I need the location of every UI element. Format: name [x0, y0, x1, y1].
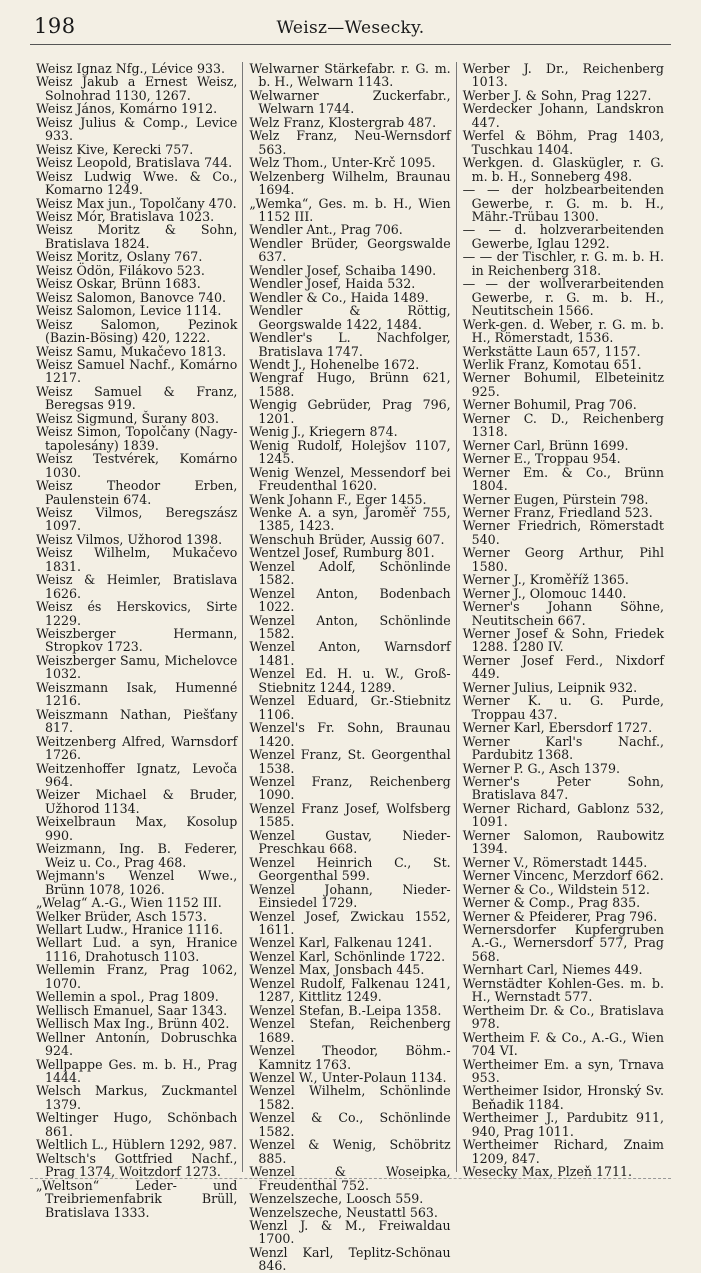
- directory-entry: Wertheim Dr. & Co., Bratislava 978.: [462, 1002, 664, 1032]
- directory-entry: Werner Josef Ferd., Nixdorf 449.: [462, 652, 664, 682]
- directory-entry: Werner Julius, Leipnik 932.: [462, 679, 638, 695]
- directory-entry: Weisz Sigmund, Šurany 803.: [36, 410, 219, 426]
- directory-entry: Werner Karl, Ebersdorf 1727.: [462, 720, 653, 736]
- directory-entry: Weisz Theodor Erben, Paulenstein 674.: [36, 478, 238, 507]
- directory-entry: Werlik Franz, Komotau 651.: [462, 356, 642, 372]
- directory-entry: Weisz Salomon, Levice 1114.: [36, 303, 222, 319]
- directory-entry: Wejmann's Wenzel Wwe., Brünn 1078, 1026.: [36, 868, 238, 897]
- directory-entry: Wenzel Franz Josef, Wolfsberg 1585.: [249, 800, 451, 830]
- directory-entry: Welsch Markus, Zuckmantel 1379.: [36, 1083, 238, 1112]
- directory-entry: Weisz Jakub a Ernest Weisz, Solnohrad 1130, 1267.: [36, 74, 238, 103]
- directory-entry: Welwarner Stärkefabr. r. G. m. b. H., Welwarn 1143.: [249, 61, 451, 90]
- directory-columns: [33, 61, 669, 1273]
- directory-entry: Wenschuh Brüder, Aussig 607.: [249, 531, 445, 547]
- directory-entry: Wernhart Carl, Niemes 449.: [462, 962, 643, 978]
- directory-entry: Weltlich L., Hüblern 1292, 987.: [36, 1137, 237, 1153]
- directory-entry: Werber J. Dr., Reichenberg 1013.: [462, 61, 664, 90]
- directory-entry: Wenzel Johann, Nieder-Einsiedel 1729.: [249, 881, 451, 911]
- directory-entry: Werdecker Johann, Landskron 447.: [462, 101, 664, 130]
- directory-entry: Wendler & Röttig, Georgswalde 1422, 1484.: [249, 303, 451, 332]
- directory-entry: Wenke A. a syn, Jaroměř 755, 1385, 1423.: [249, 504, 451, 534]
- directory-entry: Weisz és Herskovics, Sirte 1229.: [36, 599, 238, 628]
- directory-entry: Welz Franz, Neu-Wernsdorf 563.: [249, 128, 451, 157]
- directory-entry: „Weltson“ Leder- und Treibriemenfabrik Brüll, Bratislava 1333.: [36, 1177, 238, 1220]
- directory-entry: Wendler Ant., Prag 706.: [249, 222, 403, 238]
- directory-entry: Wenzel & Co., Schönlinde 1582.: [249, 1110, 451, 1139]
- directory-entry: Welzenberg Wilhelm, Braunau 1694.: [249, 168, 451, 198]
- directory-entry: Weitzenhoffer Ignatz, Levoča 964.: [36, 760, 238, 790]
- directory-entry: Wentzel Josef, Rumburg 801.: [249, 545, 435, 561]
- directory-entry: Werner J., Olomouc 1440.: [462, 585, 627, 601]
- directory-entry: Weisz Max jun., Topolčany 470.: [36, 195, 237, 211]
- directory-entry: Weisz Testvérek, Komárno 1030.: [36, 451, 238, 480]
- directory-entry: Wenzel's Fr. Sohn, Braunau 1420.: [249, 720, 451, 749]
- directory-entry: Wendler Josef, Haida 532.: [249, 276, 416, 292]
- directory-entry: Wenzelszeche, Loosch 559.: [249, 1191, 424, 1207]
- directory-entry: Wendler & Co., Haida 1489.: [249, 289, 429, 305]
- directory-entry: Wenzel Max, Jonsbach 445.: [249, 962, 425, 978]
- directory-entry: Weisz Moritz, Oslany 767.: [36, 249, 203, 265]
- directory-entry: Wenzel Karl, Falkenau 1241.: [249, 935, 433, 951]
- directory-entry: Wenk Johann F., Eger 1455.: [249, 491, 427, 507]
- directory-entry: Weisz & Heimler, Bratislava 1626.: [36, 572, 238, 601]
- directory-entry: Wellner Antonín, Dobruschka 924.: [36, 1029, 238, 1059]
- directory-entry: Weisz Samuel & Franz, Beregsas 919.: [36, 383, 238, 413]
- directory-entry: Wenzel Anton, Bodenbach 1022.: [249, 585, 451, 615]
- directory-entry: Weisz Vilmos, Užhorod 1398.: [36, 531, 223, 547]
- directory-entry: Werner & Comp., Prag 835.: [462, 895, 641, 911]
- directory-entry: Wertheim F. & Co., A.-G., Wien 704 VI.: [462, 1029, 664, 1059]
- directory-entry: Weisz Simon, Topolčany (Nagy-tapolesány) 1839.: [36, 424, 238, 453]
- directory-entry: Wendler Brüder, Georgswalde 637.: [249, 235, 451, 265]
- directory-entry: Weisz Mór, Bratislava 1023.: [36, 208, 215, 224]
- directory-entry: Wellisch Max Ing., Brünn 402.: [36, 1016, 230, 1032]
- directory-entry: Welz Thom., Unter-Krč 1095.: [249, 155, 436, 171]
- directory-entry: Weisz Ödön, Filákovo 523.: [36, 262, 205, 278]
- directory-entry: Weiszmann Isak, Humenné 1216.: [36, 679, 238, 709]
- directory-entry: Welker Brüder, Asch 1573.: [36, 908, 207, 924]
- column-right: [456, 61, 669, 1180]
- directory-entry: Wenzel & Wenig, Schöbritz 885.: [249, 1137, 451, 1166]
- directory-entry: Wenzel Gustav, Nieder-Preschkau 668.: [249, 827, 451, 857]
- directory-entry: Wendler's L. Nachfolger, Bratislava 1747.: [249, 330, 451, 359]
- directory-entry: Wenzel Stefan, Reichenberg 1689.: [249, 1016, 451, 1045]
- running-title: Weisz—Wesecky.: [276, 18, 425, 38]
- directory-entry: Werner Vincenc, Merzdorf 662.: [462, 868, 664, 884]
- directory-entry: Werner Bohumil, Prag 706.: [462, 397, 637, 413]
- directory-entry: Werkgen. d. Glaskügler, r. G. m. b. H., Sonneberg 498.: [462, 155, 664, 184]
- directory-entry: Wellart Lud. a syn, Hranice 1116, Drahotusch 1103.: [36, 935, 238, 964]
- directory-entry: Wenzel Franz, St. Georgenthal 1538.: [249, 747, 451, 776]
- directory-entry: Wenzel Rudolf, Falkenau 1241, 1287, Kittlitz 1249.: [249, 975, 451, 1005]
- directory-entry: Wenzel Wilhelm, Schönlinde 1582.: [249, 1083, 451, 1112]
- directory-entry: Wenzel Adolf, Schönlinde 1582.: [249, 558, 451, 588]
- directory-entry: Wenig Rudolf, Holejšov 1107, 1245.: [249, 437, 451, 467]
- directory-entry: Wenzel W., Unter-Polaun 1134.: [249, 1069, 447, 1085]
- directory-entry: — — der wollverarbeitenden Gewerbe, r. G. m. b. H., Neutitschein 1566.: [462, 276, 664, 319]
- directory-entry: Weisz Salomon, Banovce 740.: [36, 289, 227, 305]
- directory-entry: Werner V., Römerstadt 1445.: [462, 854, 648, 870]
- directory-entry: Weltsch's Gottfried Nachf., Prag 1374, Woitzdorf 1273.: [36, 1150, 238, 1180]
- directory-entry: Wenzel Ed. H. u. W., Groß-Stiebnitz 1244, 1289.: [249, 666, 451, 695]
- directory-entry: Werner C. D., Reichenberg 1318.: [462, 410, 664, 440]
- directory-entry: Wenzelszeche, Neustattl 563.: [249, 1204, 438, 1220]
- directory-entry: Weisz Ignaz Nfg., Lévice 933.: [36, 61, 226, 76]
- directory-entry: Wenzel & Woseipka, Freudenthal 752.: [249, 1164, 451, 1193]
- directory-entry: Wenzel Stefan, B.-Leipa 1358.: [249, 1002, 442, 1018]
- directory-entry: Wengig Gebrüder, Prag 796, 1201.: [249, 397, 451, 426]
- directory-entry: Weisz Julius & Comp., Levice 933.: [36, 114, 238, 144]
- directory-entry: Werner Karl's Nachf., Pardubitz 1368.: [462, 733, 664, 763]
- directory-entry: Weisz Samu, Mukačevo 1813.: [36, 343, 227, 359]
- directory-entry: Wenzel Heinrich C., St. Georgenthal 599.: [249, 854, 451, 884]
- directory-entry: Werner Friedrich, Römerstadt 540.: [462, 518, 664, 547]
- directory-entry: Weiszberger Hermann, Stropkov 1723.: [36, 626, 238, 655]
- directory-entry: Weizer Michael & Bruder, Užhorod 1134.: [36, 787, 238, 816]
- directory-entry: „Welag“ A.-G., Wien 1152 III.: [36, 895, 222, 911]
- directory-entry: — — d. holzverarbeitenden Gewerbe, Iglau 1292.: [462, 222, 664, 251]
- directory-entry: Werner Josef & Sohn, Friedek 1288. 1280 IV.: [462, 626, 664, 655]
- directory-entry: Wellpappe Ges. m. b. H., Prag 1444.: [36, 1056, 238, 1085]
- directory-entry: Wellisch Emanuel, Saar 1343.: [36, 1002, 228, 1018]
- directory-entry: Werk-gen. d. Weber, r. G. m. b. H., Römerstadt, 1536.: [462, 316, 664, 346]
- directory-entry: Weisz Salomon, Pezinok (Bazin-Bösing) 420, 1222.: [36, 316, 238, 346]
- directory-entry: Welz Franz, Klostergrab 487.: [249, 114, 437, 130]
- directory-entry: Weiszberger Samu, Michelovce 1032.: [36, 652, 238, 682]
- directory-entry: Weisz Oskar, Brünn 1683.: [36, 276, 201, 292]
- directory-entry: Werner J., Kroměříž 1365.: [462, 572, 629, 588]
- directory-entry: Weisz Samuel Nachf., Komárno 1217.: [36, 356, 238, 386]
- directory-entry: Wernersdorfer Kupfergruben A.-G., Wernersdorf 577, Prag 568.: [462, 922, 664, 964]
- directory-entry: Werner E., Troppau 954.: [462, 451, 621, 467]
- column-middle: [242, 61, 455, 1273]
- directory-entry: Werber J. & Sohn, Prag 1227.: [462, 87, 652, 103]
- page-number: 198: [34, 14, 76, 38]
- directory-entry: Werner & Co., Wildstein 512.: [462, 881, 650, 897]
- directory-entry: Wendt J., Hohenelbe 1672.: [249, 356, 420, 372]
- directory-entry: Wesecky Max, Plzeň 1711.: [462, 1164, 633, 1180]
- directory-entry: — — der holzbearbeitenden Gewerbe, r. G. m. b. H., Mähr.-Trübau 1300.: [462, 182, 664, 224]
- page-header: [30, 12, 671, 45]
- directory-entry: Wenzel Anton, Schönlinde 1582.: [249, 612, 451, 642]
- directory-entry: Wellart Ludw., Hranice 1116.: [36, 922, 224, 937]
- directory-entry: Weisz János, Komárno 1912.: [36, 101, 218, 117]
- directory-entry: Werner Georg Arthur, Pihl 1580.: [462, 545, 664, 574]
- directory-entry: Wenzel Theodor, Böhm.-Kamnitz 1763.: [249, 1043, 451, 1072]
- directory-entry: Wertheimer Richard, Znaim 1209, 847.: [462, 1137, 664, 1166]
- directory-entry: Wenzel Eduard, Gr.-Stiebnitz 1106.: [249, 693, 451, 722]
- directory-entry: Werner Carl, Brünn 1699.: [462, 437, 629, 453]
- bottom-rule: [30, 1178, 671, 1179]
- directory-entry: Werner P. G., Asch 1379.: [462, 760, 620, 776]
- directory-entry: Werner's Peter Sohn, Bratislava 847.: [462, 774, 664, 803]
- directory-entry: Weisz Leopold, Bratislava 744.: [36, 155, 233, 171]
- directory-entry: Weixelbraun Max, Kosolup 990.: [36, 814, 238, 843]
- directory-entry: Weisz Vilmos, Beregszász 1097.: [36, 504, 238, 534]
- directory-entry: Wertheimer J., Pardubitz 911, 940, Prag 1011.: [462, 1110, 664, 1139]
- directory-entry: Weizmann, Ing. B. Federer, Weiz u. Co., Prag 468.: [36, 841, 238, 870]
- directory-entry: Wendler Josef, Schaiba 1490.: [249, 262, 437, 278]
- directory-entry: Wenig Wenzel, Messendorf bei Freudenthal 1620.: [249, 464, 451, 494]
- directory-entry: Welwarner Zuckerfabr., Welwarn 1744.: [249, 87, 451, 117]
- directory-entry: Wenzl J. & M., Freiwaldau 1700.: [249, 1217, 451, 1247]
- directory-entry: Weitzenberg Alfred, Warnsdorf 1726.: [36, 733, 238, 763]
- directory-entry: Weisz Wilhelm, Mukačevo 1831.: [36, 545, 238, 574]
- directory-entry: Werner Bohumil, Elbeteinitz 925.: [462, 370, 664, 399]
- directory-entry: Wenzel Anton, Warnsdorf 1481.: [249, 639, 451, 668]
- directory-entry: — — der Tischler, r. G. m. b. H. in Reichenberg 318.: [462, 249, 664, 278]
- directory-entry: Wellemin a spol., Prag 1809.: [36, 989, 219, 1005]
- column-left: [33, 61, 242, 1220]
- directory-entry: Weisz Moritz & Sohn, Bratislava 1824.: [36, 222, 238, 251]
- directory-entry: Wenzel Franz, Reichenberg 1090.: [249, 774, 451, 803]
- directory-entry: Wenzl Karl, Teplitz-Schönau 846.: [249, 1244, 451, 1273]
- directory-entry: Wellemin Franz, Prag 1062, 1070.: [36, 962, 238, 991]
- directory-entry: Weisz Ludwig Wwe. & Co., Komarno 1249.: [36, 168, 238, 198]
- directory-entry: Wernstädter Kohlen-Ges. m. b. H., Wernstadt 577.: [462, 975, 664, 1005]
- directory-entry: Werner Richard, Gablonz 532, 1091.: [462, 800, 664, 830]
- directory-entry: Werner Eugen, Pürstein 798.: [462, 491, 649, 507]
- directory-entry: Weisz Kive, Kerecki 757.: [36, 141, 194, 157]
- directory-entry: Weiszmann Nathan, Piešťany 817.: [36, 706, 238, 736]
- directory-entry: Werner K. u. G. Purde, Troppau 437.: [462, 693, 664, 722]
- directory-entry: Werner Em. & Co., Brünn 1804.: [462, 464, 664, 494]
- directory-entry: Wenzel Karl, Schönlinde 1722.: [249, 948, 446, 964]
- directory-entry: Wenzel Josef, Zwickau 1552, 1611.: [249, 908, 451, 937]
- directory-entry: Werfel & Böhm, Prag 1403, Tuschkau 1404.: [462, 128, 664, 157]
- directory-entry: Werner & Pfeiderer, Prag 796.: [462, 908, 658, 924]
- directory-entry: Werner Franz, Friedland 523.: [462, 504, 653, 520]
- directory-entry: Wenig J., Kriegern 874.: [249, 424, 398, 440]
- directory-entry: Werner's Johann Söhne, Neutitschein 667.: [462, 599, 664, 628]
- directory-entry: Wertheimer Em. a syn, Trnava 953.: [462, 1056, 664, 1085]
- directory-entry: Werner Salomon, Raubowitz 1394.: [462, 827, 664, 857]
- directory-entry: Weltinger Hugo, Schönbach 861.: [36, 1110, 238, 1139]
- directory-entry: Wengraf Hugo, Brünn 621, 1588.: [249, 370, 451, 399]
- directory-entry: Wertheimer Isidor, Hronský Sv. Beňadik 1184.: [462, 1083, 664, 1112]
- directory-entry: „Wemka“, Ges. m. b. H., Wien 1152 III.: [249, 195, 451, 224]
- directory-entry: Werkstätte Laun 657, 1157.: [462, 343, 641, 359]
